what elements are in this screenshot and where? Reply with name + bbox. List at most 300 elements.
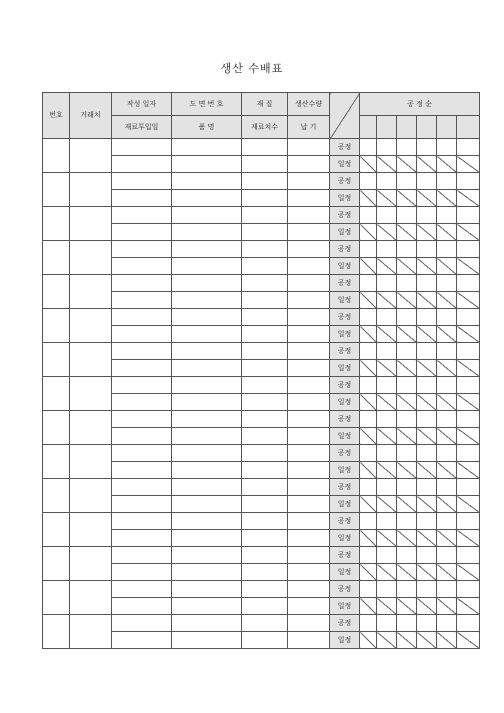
process-step-cell[interactable] xyxy=(417,615,437,632)
schedule-step-cell[interactable] xyxy=(360,156,377,173)
schedule-step-cell[interactable] xyxy=(360,632,377,649)
number-cell[interactable] xyxy=(43,479,70,513)
client-cell[interactable] xyxy=(70,139,112,173)
process-step-cell[interactable] xyxy=(377,547,397,564)
process-step-cell[interactable] xyxy=(417,479,437,496)
schedule-step-cell[interactable] xyxy=(417,190,437,207)
material-size-cell[interactable] xyxy=(242,326,288,343)
process-step-cell[interactable] xyxy=(457,377,480,394)
client-cell[interactable] xyxy=(70,241,112,275)
material-size-cell[interactable] xyxy=(242,156,288,173)
product-name-cell[interactable] xyxy=(172,292,242,309)
schedule-step-cell[interactable] xyxy=(457,394,480,411)
drawing-number-cell[interactable] xyxy=(172,173,242,190)
schedule-step-cell[interactable] xyxy=(377,190,397,207)
schedule-step-cell[interactable] xyxy=(457,292,480,309)
number-cell[interactable] xyxy=(43,173,70,207)
drawing-number-cell[interactable] xyxy=(172,139,242,156)
client-cell[interactable] xyxy=(70,615,112,649)
schedule-step-cell[interactable] xyxy=(377,292,397,309)
material-input-date-cell[interactable] xyxy=(112,224,172,241)
process-step-cell[interactable] xyxy=(360,275,377,292)
schedule-step-cell[interactable] xyxy=(397,428,417,445)
process-step-cell[interactable] xyxy=(457,411,480,428)
schedule-step-cell[interactable] xyxy=(360,224,377,241)
material-cell[interactable] xyxy=(242,581,288,598)
process-step-cell[interactable] xyxy=(360,547,377,564)
material-cell[interactable] xyxy=(242,479,288,496)
schedule-step-cell[interactable] xyxy=(437,326,457,343)
product-name-cell[interactable] xyxy=(172,632,242,649)
client-cell[interactable] xyxy=(70,377,112,411)
process-step-cell[interactable] xyxy=(397,207,417,224)
write-date-cell[interactable] xyxy=(112,139,172,156)
material-input-date-cell[interactable] xyxy=(112,258,172,275)
drawing-number-cell[interactable] xyxy=(172,445,242,462)
schedule-step-cell[interactable] xyxy=(377,258,397,275)
process-step-cell[interactable] xyxy=(417,207,437,224)
write-date-cell[interactable] xyxy=(112,411,172,428)
product-name-cell[interactable] xyxy=(172,258,242,275)
material-cell[interactable] xyxy=(242,343,288,360)
delivery-cell[interactable] xyxy=(288,462,330,479)
production-qty-cell[interactable] xyxy=(288,377,330,394)
schedule-step-cell[interactable] xyxy=(457,224,480,241)
process-step-cell[interactable] xyxy=(397,241,417,258)
delivery-cell[interactable] xyxy=(288,598,330,615)
delivery-cell[interactable] xyxy=(288,292,330,309)
material-size-cell[interactable] xyxy=(242,496,288,513)
material-size-cell[interactable] xyxy=(242,428,288,445)
write-date-cell[interactable] xyxy=(112,615,172,632)
write-date-cell[interactable] xyxy=(112,241,172,258)
schedule-step-cell[interactable] xyxy=(417,598,437,615)
schedule-step-cell[interactable] xyxy=(397,326,417,343)
material-size-cell[interactable] xyxy=(242,632,288,649)
delivery-cell[interactable] xyxy=(288,530,330,547)
schedule-step-cell[interactable] xyxy=(457,496,480,513)
schedule-step-cell[interactable] xyxy=(377,632,397,649)
schedule-step-cell[interactable] xyxy=(360,326,377,343)
material-input-date-cell[interactable] xyxy=(112,190,172,207)
process-step-cell[interactable] xyxy=(397,411,417,428)
process-step-cell[interactable] xyxy=(417,547,437,564)
schedule-step-cell[interactable] xyxy=(360,496,377,513)
delivery-cell[interactable] xyxy=(288,360,330,377)
process-step-cell[interactable] xyxy=(360,411,377,428)
schedule-step-cell[interactable] xyxy=(360,394,377,411)
product-name-cell[interactable] xyxy=(172,598,242,615)
schedule-step-cell[interactable] xyxy=(397,360,417,377)
drawing-number-cell[interactable] xyxy=(172,343,242,360)
process-step-cell[interactable] xyxy=(377,377,397,394)
product-name-cell[interactable] xyxy=(172,496,242,513)
schedule-step-cell[interactable] xyxy=(437,394,457,411)
process-step-cell[interactable] xyxy=(437,513,457,530)
schedule-step-cell[interactable] xyxy=(437,292,457,309)
process-step-cell[interactable] xyxy=(377,173,397,190)
process-step-cell[interactable] xyxy=(397,445,417,462)
product-name-cell[interactable] xyxy=(172,530,242,547)
schedule-step-cell[interactable] xyxy=(437,156,457,173)
schedule-step-cell[interactable] xyxy=(417,632,437,649)
process-step-cell[interactable] xyxy=(437,173,457,190)
client-cell[interactable] xyxy=(70,275,112,309)
material-size-cell[interactable] xyxy=(242,598,288,615)
write-date-cell[interactable] xyxy=(112,377,172,394)
process-step-cell[interactable] xyxy=(417,241,437,258)
production-qty-cell[interactable] xyxy=(288,581,330,598)
process-step-cell[interactable] xyxy=(437,581,457,598)
material-cell[interactable] xyxy=(242,139,288,156)
process-step-cell[interactable] xyxy=(397,173,417,190)
write-date-cell[interactable] xyxy=(112,445,172,462)
production-qty-cell[interactable] xyxy=(288,275,330,292)
process-step-cell[interactable] xyxy=(437,343,457,360)
drawing-number-cell[interactable] xyxy=(172,513,242,530)
number-cell[interactable] xyxy=(43,207,70,241)
material-input-date-cell[interactable] xyxy=(112,598,172,615)
write-date-cell[interactable] xyxy=(112,207,172,224)
schedule-step-cell[interactable] xyxy=(397,190,417,207)
schedule-step-cell[interactable] xyxy=(437,428,457,445)
material-size-cell[interactable] xyxy=(242,360,288,377)
material-cell[interactable] xyxy=(242,445,288,462)
process-step-cell[interactable] xyxy=(437,207,457,224)
process-step-cell[interactable] xyxy=(457,139,480,156)
schedule-step-cell[interactable] xyxy=(437,564,457,581)
delivery-cell[interactable] xyxy=(288,394,330,411)
number-cell[interactable] xyxy=(43,275,70,309)
schedule-step-cell[interactable] xyxy=(457,598,480,615)
process-step-cell[interactable] xyxy=(360,309,377,326)
schedule-step-cell[interactable] xyxy=(417,292,437,309)
schedule-step-cell[interactable] xyxy=(397,632,417,649)
schedule-step-cell[interactable] xyxy=(397,156,417,173)
schedule-step-cell[interactable] xyxy=(377,428,397,445)
process-step-cell[interactable] xyxy=(417,275,437,292)
schedule-step-cell[interactable] xyxy=(377,360,397,377)
delivery-cell[interactable] xyxy=(288,428,330,445)
material-input-date-cell[interactable] xyxy=(112,462,172,479)
process-step-cell[interactable] xyxy=(377,207,397,224)
process-step-cell[interactable] xyxy=(360,445,377,462)
material-cell[interactable] xyxy=(242,377,288,394)
process-step-cell[interactable] xyxy=(437,615,457,632)
schedule-step-cell[interactable] xyxy=(417,496,437,513)
production-qty-cell[interactable] xyxy=(288,547,330,564)
schedule-step-cell[interactable] xyxy=(377,598,397,615)
process-step-cell[interactable] xyxy=(417,343,437,360)
delivery-cell[interactable] xyxy=(288,564,330,581)
client-cell[interactable] xyxy=(70,411,112,445)
schedule-step-cell[interactable] xyxy=(457,190,480,207)
drawing-number-cell[interactable] xyxy=(172,479,242,496)
schedule-step-cell[interactable] xyxy=(360,292,377,309)
material-input-date-cell[interactable] xyxy=(112,326,172,343)
schedule-step-cell[interactable] xyxy=(397,496,417,513)
material-cell[interactable] xyxy=(242,547,288,564)
schedule-step-cell[interactable] xyxy=(397,564,417,581)
material-size-cell[interactable] xyxy=(242,224,288,241)
schedule-step-cell[interactable] xyxy=(397,224,417,241)
material-size-cell[interactable] xyxy=(242,394,288,411)
schedule-step-cell[interactable] xyxy=(417,360,437,377)
delivery-cell[interactable] xyxy=(288,326,330,343)
drawing-number-cell[interactable] xyxy=(172,581,242,598)
process-step-cell[interactable] xyxy=(397,581,417,598)
process-step-cell[interactable] xyxy=(360,479,377,496)
schedule-step-cell[interactable] xyxy=(437,598,457,615)
process-step-cell[interactable] xyxy=(397,615,417,632)
process-step-cell[interactable] xyxy=(417,377,437,394)
schedule-step-cell[interactable] xyxy=(457,632,480,649)
material-size-cell[interactable] xyxy=(242,462,288,479)
material-cell[interactable] xyxy=(242,275,288,292)
process-step-cell[interactable] xyxy=(417,581,437,598)
material-input-date-cell[interactable] xyxy=(112,394,172,411)
material-input-date-cell[interactable] xyxy=(112,156,172,173)
schedule-step-cell[interactable] xyxy=(437,632,457,649)
write-date-cell[interactable] xyxy=(112,547,172,564)
schedule-step-cell[interactable] xyxy=(397,598,417,615)
number-cell[interactable] xyxy=(43,343,70,377)
delivery-cell[interactable] xyxy=(288,632,330,649)
schedule-step-cell[interactable] xyxy=(360,598,377,615)
client-cell[interactable] xyxy=(70,343,112,377)
schedule-step-cell[interactable] xyxy=(417,258,437,275)
delivery-cell[interactable] xyxy=(288,156,330,173)
process-step-cell[interactable] xyxy=(377,445,397,462)
process-step-cell[interactable] xyxy=(417,445,437,462)
write-date-cell[interactable] xyxy=(112,275,172,292)
process-step-cell[interactable] xyxy=(457,241,480,258)
production-qty-cell[interactable] xyxy=(288,309,330,326)
process-step-cell[interactable] xyxy=(377,343,397,360)
product-name-cell[interactable] xyxy=(172,326,242,343)
material-size-cell[interactable] xyxy=(242,564,288,581)
schedule-step-cell[interactable] xyxy=(417,394,437,411)
schedule-step-cell[interactable] xyxy=(360,258,377,275)
number-cell[interactable] xyxy=(43,547,70,581)
process-step-cell[interactable] xyxy=(457,343,480,360)
client-cell[interactable] xyxy=(70,513,112,547)
schedule-step-cell[interactable] xyxy=(457,530,480,547)
write-date-cell[interactable] xyxy=(112,581,172,598)
schedule-step-cell[interactable] xyxy=(417,530,437,547)
process-step-cell[interactable] xyxy=(437,479,457,496)
client-cell[interactable] xyxy=(70,445,112,479)
production-qty-cell[interactable] xyxy=(288,139,330,156)
product-name-cell[interactable] xyxy=(172,190,242,207)
schedule-step-cell[interactable] xyxy=(437,224,457,241)
drawing-number-cell[interactable] xyxy=(172,547,242,564)
production-qty-cell[interactable] xyxy=(288,343,330,360)
material-size-cell[interactable] xyxy=(242,292,288,309)
schedule-step-cell[interactable] xyxy=(457,462,480,479)
schedule-step-cell[interactable] xyxy=(360,564,377,581)
process-step-cell[interactable] xyxy=(377,241,397,258)
schedule-step-cell[interactable] xyxy=(417,224,437,241)
schedule-step-cell[interactable] xyxy=(417,564,437,581)
material-cell[interactable] xyxy=(242,309,288,326)
process-step-cell[interactable] xyxy=(397,377,417,394)
number-cell[interactable] xyxy=(43,615,70,649)
schedule-step-cell[interactable] xyxy=(437,530,457,547)
process-step-cell[interactable] xyxy=(437,445,457,462)
process-step-cell[interactable] xyxy=(437,411,457,428)
process-step-cell[interactable] xyxy=(457,275,480,292)
schedule-step-cell[interactable] xyxy=(437,258,457,275)
process-step-cell[interactable] xyxy=(360,513,377,530)
production-qty-cell[interactable] xyxy=(288,207,330,224)
process-step-cell[interactable] xyxy=(360,173,377,190)
process-step-cell[interactable] xyxy=(417,139,437,156)
number-cell[interactable] xyxy=(43,411,70,445)
production-qty-cell[interactable] xyxy=(288,615,330,632)
material-cell[interactable] xyxy=(242,241,288,258)
number-cell[interactable] xyxy=(43,309,70,343)
schedule-step-cell[interactable] xyxy=(377,496,397,513)
drawing-number-cell[interactable] xyxy=(172,411,242,428)
client-cell[interactable] xyxy=(70,547,112,581)
material-size-cell[interactable] xyxy=(242,530,288,547)
material-cell[interactable] xyxy=(242,411,288,428)
product-name-cell[interactable] xyxy=(172,564,242,581)
number-cell[interactable] xyxy=(43,377,70,411)
process-step-cell[interactable] xyxy=(377,411,397,428)
process-step-cell[interactable] xyxy=(437,309,457,326)
material-cell[interactable] xyxy=(242,513,288,530)
schedule-step-cell[interactable] xyxy=(377,564,397,581)
client-cell[interactable] xyxy=(70,309,112,343)
process-step-cell[interactable] xyxy=(397,479,417,496)
schedule-step-cell[interactable] xyxy=(397,292,417,309)
process-step-cell[interactable] xyxy=(457,479,480,496)
client-cell[interactable] xyxy=(70,479,112,513)
process-step-cell[interactable] xyxy=(397,139,417,156)
number-cell[interactable] xyxy=(43,581,70,615)
process-step-cell[interactable] xyxy=(457,547,480,564)
number-cell[interactable] xyxy=(43,445,70,479)
schedule-step-cell[interactable] xyxy=(377,394,397,411)
material-input-date-cell[interactable] xyxy=(112,496,172,513)
process-step-cell[interactable] xyxy=(417,513,437,530)
production-qty-cell[interactable] xyxy=(288,479,330,496)
schedule-step-cell[interactable] xyxy=(397,258,417,275)
process-step-cell[interactable] xyxy=(377,615,397,632)
schedule-step-cell[interactable] xyxy=(360,428,377,445)
drawing-number-cell[interactable] xyxy=(172,309,242,326)
product-name-cell[interactable] xyxy=(172,224,242,241)
schedule-step-cell[interactable] xyxy=(377,462,397,479)
number-cell[interactable] xyxy=(43,139,70,173)
schedule-step-cell[interactable] xyxy=(397,462,417,479)
schedule-step-cell[interactable] xyxy=(457,258,480,275)
process-step-cell[interactable] xyxy=(377,479,397,496)
product-name-cell[interactable] xyxy=(172,462,242,479)
schedule-step-cell[interactable] xyxy=(437,360,457,377)
schedule-step-cell[interactable] xyxy=(397,394,417,411)
production-qty-cell[interactable] xyxy=(288,513,330,530)
delivery-cell[interactable] xyxy=(288,496,330,513)
process-step-cell[interactable] xyxy=(457,173,480,190)
client-cell[interactable] xyxy=(70,581,112,615)
drawing-number-cell[interactable] xyxy=(172,615,242,632)
schedule-step-cell[interactable] xyxy=(360,530,377,547)
write-date-cell[interactable] xyxy=(112,513,172,530)
write-date-cell[interactable] xyxy=(112,343,172,360)
material-input-date-cell[interactable] xyxy=(112,292,172,309)
drawing-number-cell[interactable] xyxy=(172,377,242,394)
product-name-cell[interactable] xyxy=(172,394,242,411)
write-date-cell[interactable] xyxy=(112,309,172,326)
production-qty-cell[interactable] xyxy=(288,241,330,258)
write-date-cell[interactable] xyxy=(112,479,172,496)
material-size-cell[interactable] xyxy=(242,258,288,275)
process-step-cell[interactable] xyxy=(417,411,437,428)
drawing-number-cell[interactable] xyxy=(172,275,242,292)
process-step-cell[interactable] xyxy=(437,275,457,292)
schedule-step-cell[interactable] xyxy=(437,190,457,207)
process-step-cell[interactable] xyxy=(417,173,437,190)
schedule-step-cell[interactable] xyxy=(360,360,377,377)
process-step-cell[interactable] xyxy=(360,581,377,598)
delivery-cell[interactable] xyxy=(288,258,330,275)
process-step-cell[interactable] xyxy=(397,309,417,326)
schedule-step-cell[interactable] xyxy=(377,530,397,547)
process-step-cell[interactable] xyxy=(377,513,397,530)
schedule-step-cell[interactable] xyxy=(457,156,480,173)
schedule-step-cell[interactable] xyxy=(397,530,417,547)
schedule-step-cell[interactable] xyxy=(360,190,377,207)
schedule-step-cell[interactable] xyxy=(377,326,397,343)
schedule-step-cell[interactable] xyxy=(360,462,377,479)
process-step-cell[interactable] xyxy=(360,615,377,632)
production-qty-cell[interactable] xyxy=(288,173,330,190)
schedule-step-cell[interactable] xyxy=(377,156,397,173)
material-input-date-cell[interactable] xyxy=(112,530,172,547)
process-step-cell[interactable] xyxy=(457,309,480,326)
process-step-cell[interactable] xyxy=(457,445,480,462)
material-cell[interactable] xyxy=(242,173,288,190)
material-size-cell[interactable] xyxy=(242,190,288,207)
product-name-cell[interactable] xyxy=(172,428,242,445)
number-cell[interactable] xyxy=(43,241,70,275)
material-input-date-cell[interactable] xyxy=(112,632,172,649)
delivery-cell[interactable] xyxy=(288,190,330,207)
process-step-cell[interactable] xyxy=(457,615,480,632)
schedule-step-cell[interactable] xyxy=(377,224,397,241)
schedule-step-cell[interactable] xyxy=(437,496,457,513)
material-cell[interactable] xyxy=(242,615,288,632)
drawing-number-cell[interactable] xyxy=(172,207,242,224)
material-input-date-cell[interactable] xyxy=(112,564,172,581)
client-cell[interactable] xyxy=(70,207,112,241)
process-step-cell[interactable] xyxy=(360,377,377,394)
process-step-cell[interactable] xyxy=(457,513,480,530)
schedule-step-cell[interactable] xyxy=(457,326,480,343)
process-step-cell[interactable] xyxy=(377,275,397,292)
schedule-step-cell[interactable] xyxy=(417,428,437,445)
process-step-cell[interactable] xyxy=(437,139,457,156)
material-input-date-cell[interactable] xyxy=(112,428,172,445)
schedule-step-cell[interactable] xyxy=(417,156,437,173)
process-step-cell[interactable] xyxy=(377,309,397,326)
schedule-step-cell[interactable] xyxy=(457,360,480,377)
process-step-cell[interactable] xyxy=(397,343,417,360)
drawing-number-cell[interactable] xyxy=(172,241,242,258)
